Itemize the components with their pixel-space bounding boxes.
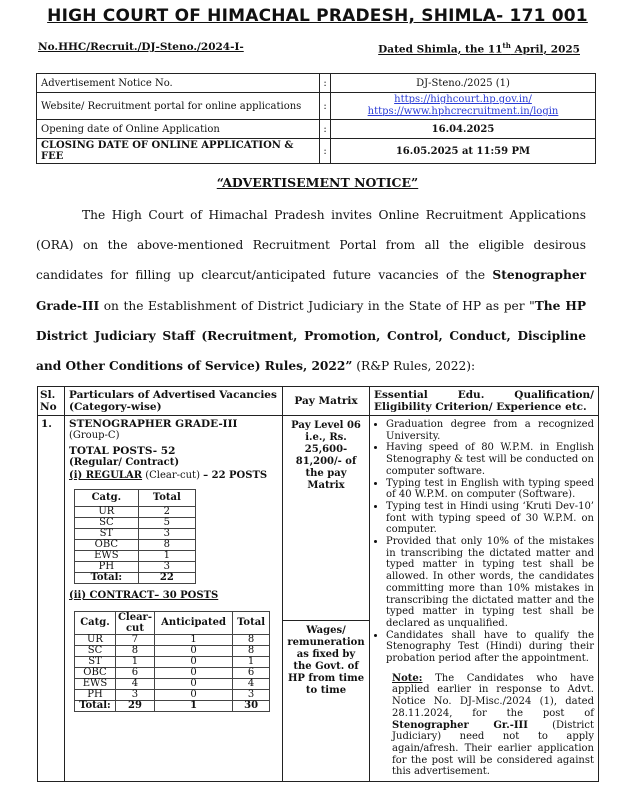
notice-paragraph: The High Court of Himachal Pradesh invites Online Recruitment Applications (ORA) on the above-mentioned Recruitment Portal from all the eligible desirous candidates for filling up clearcut/anticipated future vacancies of the Stenographer Grade-III on the Establishment of District Judiciary in the State of HP as per "The HP District Judiciary Staff (Recruitment, Promotion, Control, Conduct, Discipline and Other Conditions of Service) Rules, 2022” (R&P Rules, 2022):: [36, 208, 586, 374]
qualification-item: • Graduation degree from a recognized University.: [386, 419, 594, 442]
vacancy-table: [37, 386, 599, 782]
particulars-cell: STENOGRAPHER GRADE-III (Group-C) TOTAL POSTS- 52 (Regular/ Contract) (i) REGULAR (Clear-cut) – 22 POSTS Catg. Total UR 2 SC 5 ST 3 OBC 8 EWS 1 PH 3 Total: 22 (ii) CONTRACT– 30 POSTS Catg. Clear-cut Anticipated Total UR 7 1 8 SC 8 0 8 ST 1 0 1 OBC 6 0 6 EWS 4 0 4 PH 3 0 3 Total: 29 1 30: [65, 416, 283, 782]
contract-row: SC 8 0 8: [75, 646, 270, 657]
opening-date: 16.04.2025: [331, 120, 596, 139]
contract-row: OBC 6 0 6: [75, 668, 270, 679]
info-label: CLOSING DATE OF ONLINE APPLICATION & FEE: [37, 139, 320, 164]
highcourt-link[interactable]: https://highcourt.hp.gov.in/: [394, 94, 532, 105]
contract-vacancy-table: Catg. Clear-cut Anticipated Total UR 7 1 8 SC 8 0 8 ST 1 0 1 OBC 6 0 6 EWS 4 0 4 PH 3 0 3 Total: 29 1 30: [74, 611, 270, 712]
note: Note: The Candidates who have applied earlier in response to Advt. Notice No. DJ-Misc./2024 (1), dated 28.11.2024, for the post of Stenographer Gr.-III (District Judiciary) need not to apply again/afresh. Their earlier application for the post will be considered against this advertisement.: [392, 672, 594, 778]
info-label: Advertisement Notice No.: [37, 74, 320, 93]
info-table: [36, 73, 596, 164]
contract-row: UR 7 1 8: [75, 635, 270, 646]
regular-row: OBC 8: [75, 540, 196, 551]
pay-matrix-cell: [283, 416, 370, 782]
closing-date: 16.05.2025 at 11:59 PM: [331, 139, 596, 164]
qualification-item: • Typing test in English with typing speed of 40 W.P.M. on computer (Software).: [386, 478, 594, 501]
date-line: Dated Shimla, the 11th April, 2025: [378, 41, 580, 56]
contract-row: ST 1 0 1: [75, 657, 270, 668]
info-row: Advertisement Notice No. : DJ-Steno./2025 (1): [37, 74, 596, 93]
vacancy-row: 1. STENOGRAPHER GRADE-III (Group-C) TOTAL POSTS- 52 (Regular/ Contract) (i) REGULAR (Clear-cut) – 22 POSTS Catg. Total UR 2 SC 5 ST 3 OBC 8 EWS 1 PH 3 Total: 22 (ii) CONTRACT– 30 POSTS Catg. Clear-cut Anticipated Total UR 7 1 8 SC 8 0 8 ST 1 0 1 OBC 6 0 6 EWS 4 0 4 PH 3 0 3 Total: 29 1 30 Pay Level 06 i.e., Rs. 25,600-81,200/- of the pay Matrix Wages/ remuneration as fixed by the Govt. of HP from time to time • Graduation degree from a recognized University. • Having speed of 80 W.P.M. in English Stenography & test will be conducted on computer software. • Typing test in English with typing speed of 40 W.P.M. on computer (Software). • Typing test in Hindi using ‘Kruti Dev-10’ font with typing speed of 30 W.P.M. on computer. • Provided that only 10% of the mistakes in transcribing the dictated matter and typed matter in typing test shall be allowed. In other words, the candidates committing more than 10% mistakes in transcribing the dictated matter and the typed matter in typing test shall be declared as unqualified. • Candidates shall have to qualify the Stenography Test (Hindi) during their probation period after the appointment. Note: The Candidates who have applied earlier in response to Advt. Notice No. DJ-Misc./2024 (1), dated 28.11.2024, for the post of Stenographer Gr.-III (District Judiciary) need not to apply again/afresh. Their earlier application for the post will be considered against this advertisement.: [38, 416, 599, 782]
qualification-item: • Having speed of 80 W.P.M. in English Stenography & test will be conducted on computer software.: [386, 442, 594, 477]
page-title: HIGH COURT OF HIMACHAL PRADESH, SHIMLA- 171 001: [47, 6, 588, 26]
qualification-item: • Provided that only 10% of the mistakes in transcribing the dictated matter and typed matter in typing test shall be allowed. In other words, the candidates committing more than 10% mistakes in transcribing the dictated matter and the typed matter in typing test shall be declared as unqualified.: [386, 536, 594, 630]
vacancy-table-header: Sl. No Particulars of Advertised Vacancies (Category-wise) Pay Matrix Essential Edu. Qualification/ Eligibility Criterion/ Experience etc.: [38, 387, 599, 416]
contract-row: EWS 4 0 4: [75, 679, 270, 690]
contract-heading: (ii) CONTRACT– 30 POSTS: [69, 590, 219, 601]
regular-row: PH 3: [75, 562, 196, 573]
regular-vacancy-table: Catg. Total UR 2 SC 5 ST 3 OBC 8 EWS 1 PH 3 Total: 22: [74, 489, 196, 584]
pay-contract: Wages/ remuneration as fixed by the Govt. of HP from time to time: [287, 625, 365, 696]
contract-row: PH 3 0 3: [75, 690, 270, 701]
regular-heading: (i) REGULAR (Clear-cut) – 22 POSTS: [69, 470, 268, 481]
notice-heading: “ADVERTISEMENT NOTICE”: [216, 175, 419, 190]
regular-row: SC 5: [75, 518, 196, 529]
contract-total-row: Total: 29 1 30: [75, 701, 270, 712]
qualification-item: • Candidates shall have to qualify the Stenography Test (Hindi) during their probation period after the appointment.: [386, 630, 594, 665]
info-row: CLOSING DATE OF ONLINE APPLICATION & FEE : 16.05.2025 at 11:59 PM: [37, 139, 596, 164]
regular-total-row: Total: 22: [75, 573, 196, 584]
qualification-list: [370, 419, 598, 665]
info-label: Website/ Recruitment portal for online applications: [37, 93, 320, 120]
post-name: STENOGRAPHER GRADE-III: [69, 418, 238, 430]
regular-row: EWS 1: [75, 551, 196, 562]
info-row: Website/ Recruitment portal for online applications : https://highcourt.hp.gov.in/ https://www.hphcrecruitment.in/login: [37, 93, 596, 120]
info-label: Opening date of Online Application: [37, 120, 320, 139]
info-row: Opening date of Online Application : 16.04.2025: [37, 120, 596, 139]
advt-notice-no: DJ-Steno./2025 (1): [331, 74, 596, 93]
qualification-item: • Typing test in Hindi using ‘Kruti Dev-10’ font with typing speed of 30 W.P.M. on computer.: [386, 501, 594, 536]
recruitment-portal-link[interactable]: https://www.hphcrecruitment.in/login: [367, 106, 559, 117]
qualification-cell: [370, 416, 599, 782]
regular-row: ST 3: [75, 529, 196, 540]
reference-number: No.HHC/Recruit./DJ-Steno./2024-I-: [38, 41, 244, 53]
pay-regular: Pay Level 06 i.e., Rs. 25,600-81,200/- of the pay Matrix: [283, 416, 369, 621]
regular-row: UR 2: [75, 507, 196, 518]
